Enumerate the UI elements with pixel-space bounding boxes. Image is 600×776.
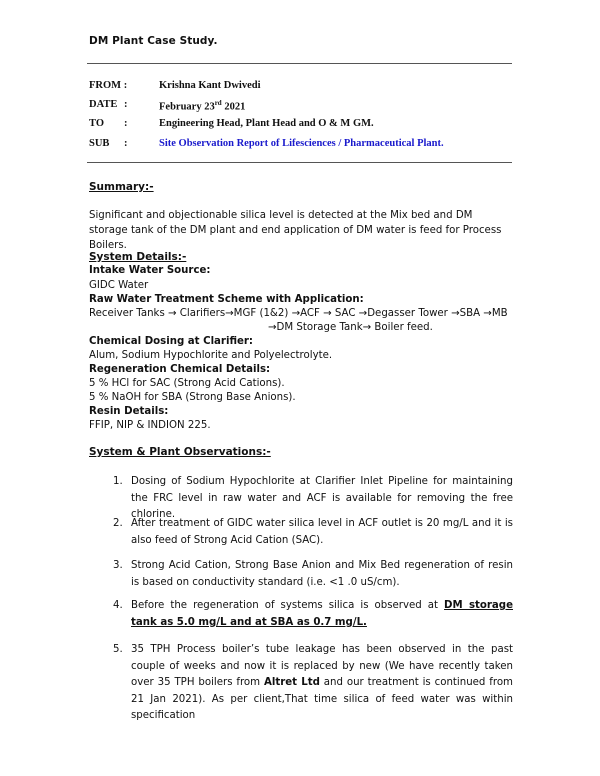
from-value: Krishna Kant Dwivedi [159,80,261,91]
resin-label: Resin Details: [89,406,169,417]
raw-water-scheme-line1: Receiver Tanks → Clarifiers→MGF (1&2) →ACF → SAC →Degasser Tower →SBA →MB [89,308,508,319]
date-day: February 23 [159,101,215,113]
list-item-number: 3. [113,560,123,571]
company-name: Altret Ltd [263,677,320,688]
document-title: DM Plant Case Study. [89,35,218,47]
date-key: DATE [89,99,118,110]
date-suffix: rd [214,99,222,107]
dosing-value: Alum, Sodium Hypochlorite and Polyelectrolyte. [89,350,333,361]
sub-colon: : [124,138,128,149]
regen-line2: 5 % NaOH for SBA (Strong Base Anions). [89,392,296,403]
list-item-text: After treatment of GIDC water silica level in ACF outlet is 20 mg/L and it is also feed of Strong Acid Cation (SAC). [131,518,513,546]
sub-value: Site Observation Report of Lifesciences / Pharmaceutical Plant. [159,138,444,149]
to-value: Engineering Head, Plant Head and O & M GM. [159,118,374,129]
silica-highlight: DM storage tank as 5.0 mg/L and at SBA as 0.7 mg/L. [131,600,513,628]
summary-heading: Summary:- [89,181,154,193]
raw-water-scheme-line2: →DM Storage Tank→ Boiler feed. [268,322,433,333]
list-item-number: 2. [113,518,123,529]
observations-heading: System & Plant Observations:- [89,446,271,458]
date-value [159,99,245,113]
dosing-label: Chemical Dosing at Clarifier: [89,336,254,347]
resin-value: FFIP, NIP & INDION 225. [89,420,211,431]
regen-line1: 5 % HCl for SAC (Strong Acid Cations). [89,378,285,389]
summary-text: Significant and objectionable silica level is detected at the Mix bed and DM storage tank of the DM plant and end application of DM water is feed for Process Boilers. [89,210,502,251]
header-divider-bottom [87,162,512,163]
list-item [113,598,513,631]
list-item [113,516,513,549]
raw-water-label: Raw Water Treatment Scheme with Application: [89,294,364,305]
list-item-text: Dosing of Sodium Hypochlorite at Clarifier Inlet Pipeline for maintaining the FRC level in raw water and ACF is available for removing the free chlorine. [131,476,513,520]
system-details-heading: System Details:- [89,251,187,263]
header-divider-top [87,63,512,64]
date-colon: : [124,99,128,110]
to-key: TO [89,118,104,129]
intake-label: Intake Water Source: [89,265,211,276]
from-key: FROM : [89,80,128,91]
sub-key: SUB [89,138,110,149]
list-item-number: 4. [113,600,123,611]
list-item-text: Strong Acid Cation, Strong Base Anion and Mix Bed regeneration of resin is based on conductivity standard (i.e. <1 .0 uS/cm). [131,560,513,588]
list-item-text: Before the regeneration of systems silica is observed at [131,600,445,611]
intake-value: GIDC Water [89,280,149,291]
date-year: 2021 [221,101,246,113]
regen-label: Regeneration Chemical Details: [89,364,271,375]
list-item [113,642,513,725]
list-item-number: 1. [113,476,123,487]
list-item-number: 5. [113,644,123,655]
list-item [113,558,513,591]
to-colon: : [124,118,128,129]
list-item-text: 35 TPH Process boiler’s tube leakage has been observed in the past couple of weeks and now it is replaced by new (We have recently taken over 35 TPH boilers from [131,644,513,688]
list-item-text-continued: and our treatment is continued from 21 Jan 2021). As per client,That time silica of feed water was within specification [131,677,513,721]
